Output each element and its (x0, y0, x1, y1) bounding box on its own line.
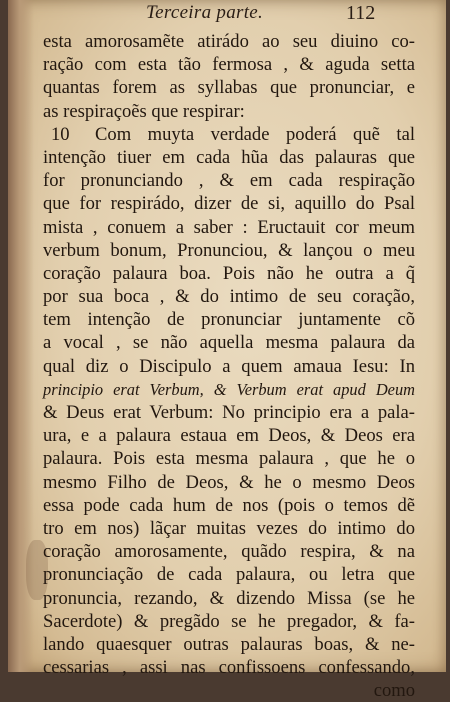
text-line-latin (43, 378, 415, 401)
catchword: como (373, 680, 415, 702)
text-line: pronunciação de cada palaura, ou letra que (43, 564, 415, 586)
text-line: pronuncia, rezando, & dizendo Missa (se he (43, 587, 415, 609)
text-line (43, 123, 415, 146)
paragraph-number: 10 (51, 123, 70, 145)
text-line-content: Com muyta verdade poderá quẽ tal (95, 123, 415, 145)
text-line: mista , conuem a saber : Eructauit cor meum (43, 216, 415, 238)
body-text (43, 30, 415, 702)
text-line: essa pode cada hum de nos (pois o temos dẽ (43, 494, 415, 516)
text-line: coração palaura boa. Pois não he outra a q̃ (43, 262, 415, 284)
text-line: palaura. Pois esta mesma palaura , que he o (43, 448, 415, 470)
text-line: Sacerdote) & pregãdo se he pregador, & fa- (43, 610, 415, 632)
text-line: mesmo Filho de Deos, & he o mesmo Deos (43, 471, 415, 493)
text-line: ura, e a palaura estaua em Deos, & Deos era (43, 425, 415, 447)
text-line: verbum bonum, Pronunciou, & lançou o meu (43, 239, 415, 261)
text-line: as respiraçoẽs que respirar: (43, 100, 245, 122)
book-page (8, 0, 446, 702)
page-header (8, 2, 446, 28)
text-line: quantas forem as syllabas que pronunciar, e (43, 77, 415, 99)
text-line: lando quaesquer outras palauras boas, & ne- (43, 633, 415, 655)
text-line: a vocal , se não aquella mesma palaura da (43, 332, 415, 354)
text-line: qual diz o Discipulo a quem amaua Iesu: In (43, 355, 415, 377)
text-line: intenção tiuer em cada hũa das palauras que (43, 146, 415, 168)
text-line: tem intenção de pronunciar juntamente cõ (43, 309, 415, 331)
text-line: tro em nos) lãçar muitas vezes do intimo do (43, 517, 415, 539)
folio-number: 112 (346, 2, 376, 24)
text-line: coração amorosamente, quãdo respira, & na (43, 541, 415, 563)
text-line: cessarias , assi nas confissoens confessando, (43, 657, 415, 679)
text-line: for pronunciando , & em cada respiração (43, 170, 415, 192)
text-line: esta amorosamẽte atirádo ao seu diuino co- (43, 31, 415, 52)
running-head: Terceira parte. (146, 2, 264, 23)
latin-quote: principio erat Verbum, & Verbum erat apud Deum (43, 379, 415, 399)
text-line: que for respirádo, dizer de si, aquillo do Psal (43, 193, 415, 215)
text-line: & Deus erat Verbum: No principio era a pala- (43, 402, 415, 423)
text-line: por sua boca , & do intimo de seu coração, (43, 286, 415, 308)
text-line: ração com esta tão fermosa , & aguda setta (43, 54, 415, 76)
